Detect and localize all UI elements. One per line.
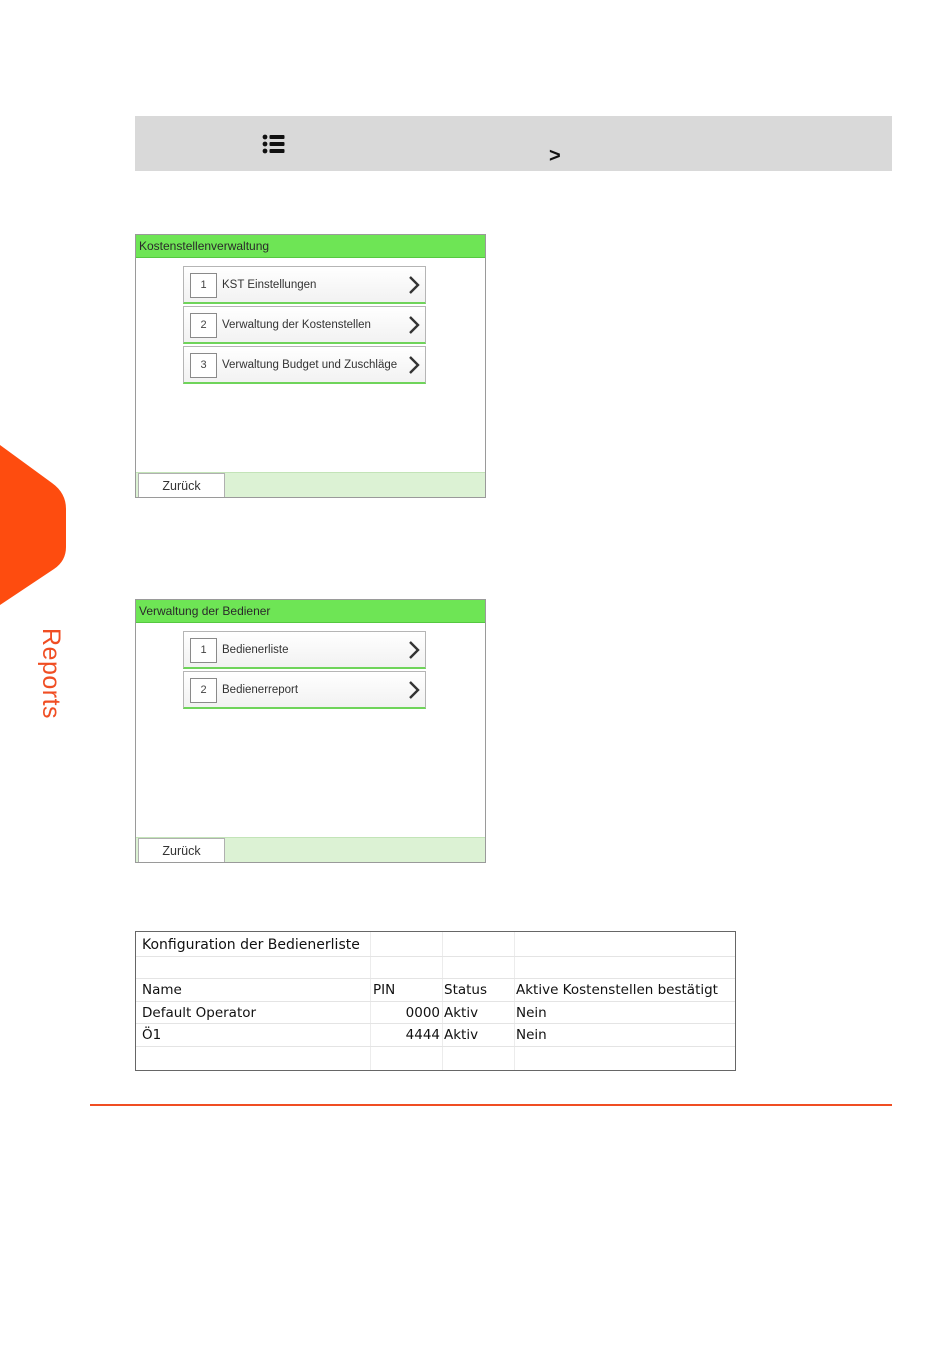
chevron-right-icon [408,640,420,660]
table-cell-confirmed: Nein [516,1027,547,1043]
menu-item-label: Verwaltung Budget und Zuschläge [222,359,398,371]
menu-item-label: Bedienerliste [222,644,289,656]
screen-title: Verwaltung der Bediener [136,600,485,623]
menu-item-kst-settings[interactable] [183,266,426,304]
operator-management-screen [135,599,486,863]
page-divider [90,1104,892,1106]
menu-item-number: 3 [190,353,217,378]
menu-item-label: KST Einstellungen [222,279,317,291]
column-header-pin: PIN [373,982,396,998]
cost-center-management-screen [135,234,486,498]
side-section-label: Reports [37,628,65,720]
chevron-right-icon [408,275,420,295]
table-cell-status: Aktiv [444,1027,479,1043]
table-cell-status: Aktiv [444,1005,479,1021]
table-cell-pin: 0000 [405,1005,440,1021]
table-cell-pin: 4444 [405,1027,440,1043]
menu-item-manage-cost-centers[interactable] [183,306,426,344]
column-header-status: Status [444,982,488,998]
operator-list-sheet [135,931,736,1071]
menu-item-operator-report[interactable] [183,671,426,709]
navigation-path-bar [135,116,892,171]
list-menu-icon [262,134,286,154]
sheet-title: Konfiguration der Bedienerliste [142,937,360,953]
screen-footer [136,837,485,862]
table-cell-name: Default Operator [142,1005,257,1021]
screen-title: Kostenstellenverwaltung [136,235,485,258]
menu-item-number: 1 [190,273,217,298]
chevron-right-icon: > [549,145,561,167]
menu-item-number: 2 [190,678,217,703]
side-section-tab [0,445,66,605]
table-cell-confirmed: Nein [516,1005,547,1021]
chevron-right-icon [408,355,420,375]
menu-item-label: Verwaltung der Kostenstellen [222,319,371,331]
screen-footer [136,472,485,497]
table-cell-name: Ö1 [142,1027,162,1043]
menu-item-manage-budget[interactable] [183,346,426,384]
chevron-right-icon [408,315,420,335]
menu-item-label: Bedienerreport [222,684,299,696]
column-header-name: Name [142,982,182,998]
back-button[interactable]: Zurück [138,838,225,862]
back-button[interactable]: Zurück [138,473,225,497]
chevron-right-icon [408,680,420,700]
column-header-active-cost-centers: Aktive Kostenstellen bestätigt [516,982,718,998]
menu-item-number: 1 [190,638,217,663]
menu-item-operator-list[interactable] [183,631,426,669]
menu-item-number: 2 [190,313,217,338]
